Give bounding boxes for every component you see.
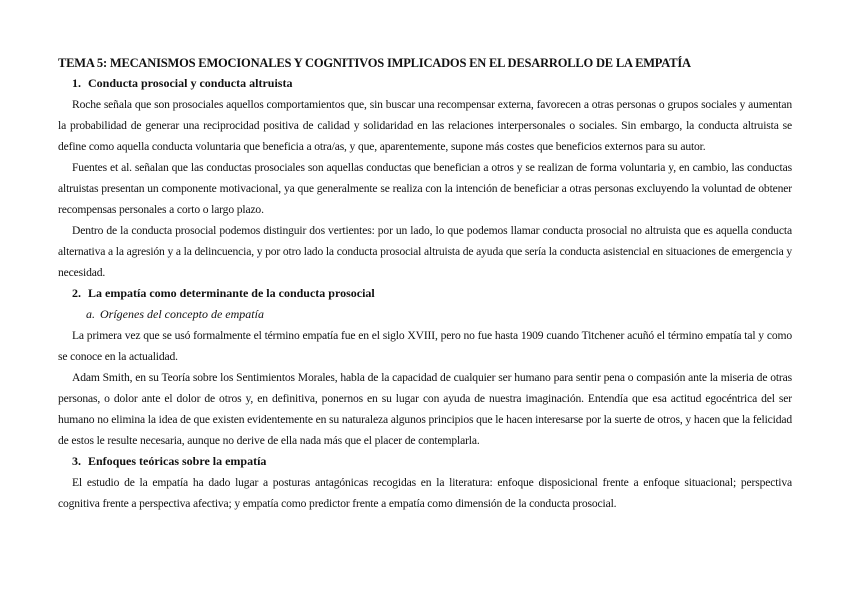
document-page <box>58 53 792 514</box>
section-1-heading-text: Conducta prosocial y conducta altruista <box>88 76 293 90</box>
section-3-heading-text: Enfoques teóricas sobre la empatía <box>88 454 267 468</box>
section-3-number: 3. <box>72 454 81 468</box>
section-2a-letter: a. <box>86 307 95 321</box>
section-1-paragraph-1: Roche señala que son prosociales aquellos comportamientos que, sin buscar una recompensar externa, favorecen a otras personas o grupos sociales y aumentan la probabilidad de generar una reciprocidad positiva de calidad y solidaridad en las relaciones interpersonales o sociales. Sin embargo, la conducta altruista se define como aquella conducta voluntaria que beneficia a otra/as, y que, aparentemente, supone más costes que beneficios externos para su autor. <box>58 98 792 153</box>
section-1-heading <box>58 73 792 94</box>
section-1-number: 1. <box>72 76 81 90</box>
section-1-paragraph-2: Fuentes et al. señalan que las conductas prosociales son aquellas conductas que benefician a otros y se realizan de forma voluntaria y, en cambio, las conductas altruistas presentan un componente motivacional, ya que generalmente se realiza con la intención de beneficiar a otras personas excluyendo la voluntad de obtener recompensas personales a corto o largo plazo. <box>58 161 792 216</box>
section-2a-heading-text: Orígenes del concepto de empatía <box>100 307 264 321</box>
section-2-heading-text: La empatía como determinante de la conducta prosocial <box>88 286 375 300</box>
section-3-paragraph-1: El estudio de la empatía ha dado lugar a posturas antagónicas recogidas en la literatura: enfoque disposicional frente a enfoque situacional; perspectiva cognitiva frente a perspectiva afectiva; y empatía como predictor frente a empatía como dimensión de la conducta prosocial. <box>58 476 792 510</box>
section-2-paragraph-2: Adam Smith, en su Teoría sobre los Sentimientos Morales, habla de la capacidad de cualquier ser humano para sentir pena o compasión ante la miseria de otras personas, o dolor ante el dolor de otros y, en definitiva, ponernos en su lugar con ayuda de nuestra imaginación. Entendía que esa actitud egocéntrica del ser humano no elimina la idea de que existen evidentemente en su naturaleza algunos principios que le hacen interesarse por la suerte de otros, y hacen que la felicidad de estos le resulte necesaria, aunque no derive de ella nada más que el placer de contemplarla. <box>58 371 792 447</box>
section-2a-heading <box>58 304 792 325</box>
section-1-paragraph-3: Dentro de la conducta prosocial podemos distinguir dos vertientes: por un lado, lo que podemos llamar conducta prosocial no altruista que es aquella conducta alternativa a la agresión y a la delincuencia, y por otro lado la conducta prosocial altruista de ayuda que sería la conducta asistencial en situaciones de emergencia y necesidad. <box>58 224 792 279</box>
section-2-number: 2. <box>72 286 81 300</box>
document-title: TEMA 5: MECANISMOS EMOCIONALES Y COGNITIVOS IMPLICADOS EN EL DESARROLLO DE LA EMPATÍA <box>58 56 691 70</box>
section-3-heading <box>58 451 792 472</box>
section-2-heading <box>58 283 792 304</box>
section-2-paragraph-1: La primera vez que se usó formalmente el término empatía fue en el siglo XVIII, pero no fue hasta 1909 cuando Titchener acuñó el término empatía tal y como se conoce en la actualidad. <box>58 329 792 363</box>
